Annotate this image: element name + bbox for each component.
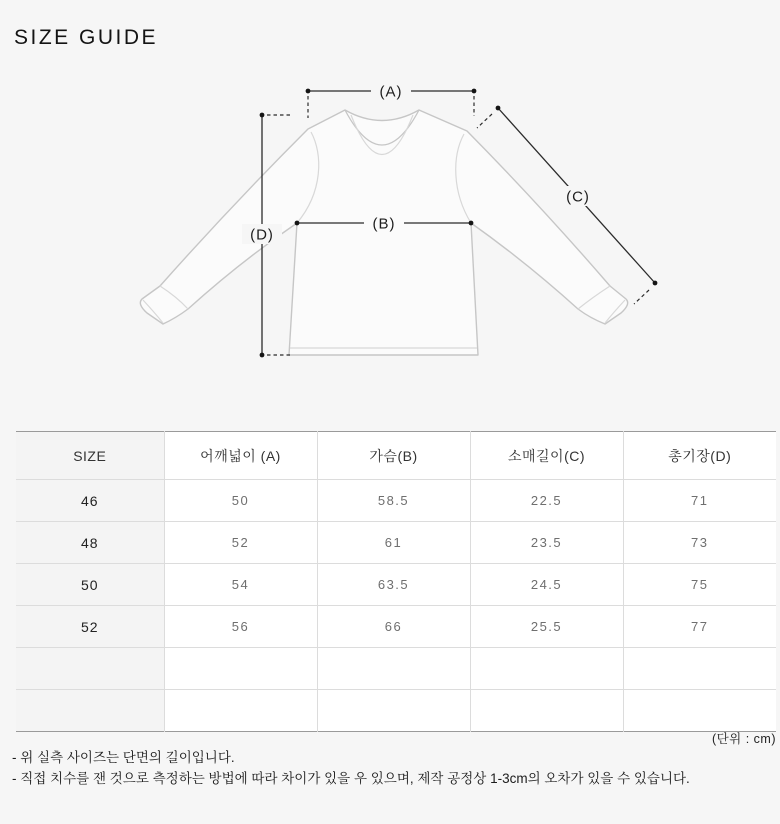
size-cell [16, 690, 164, 732]
size-cell [16, 648, 164, 690]
measure-d-length [242, 113, 290, 358]
measurement-cell: 24.5 [470, 564, 623, 606]
measurement-cell: 71 [623, 480, 776, 522]
measurement-cell: 56 [164, 606, 317, 648]
label-c: (C) [566, 188, 590, 206]
size-table [16, 431, 776, 732]
measurement-cell: 22.5 [470, 480, 623, 522]
label-a: (A) [379, 83, 403, 101]
label-b: (B) [372, 215, 396, 233]
measurement-cell [164, 648, 317, 690]
size-table-header-row [16, 432, 776, 480]
measurement-cell [623, 690, 776, 732]
table-row [16, 606, 776, 648]
measurement-cell: 52 [164, 522, 317, 564]
measurement-cell: 77 [623, 606, 776, 648]
size-cell: 46 [16, 480, 164, 522]
table-row [16, 648, 776, 690]
column-header: SIZE [16, 432, 164, 480]
table-row [16, 690, 776, 732]
measurement-cell: 23.5 [470, 522, 623, 564]
label-d: (D) [250, 226, 274, 244]
measurement-cell: 63.5 [317, 564, 470, 606]
column-header: 가슴(B) [317, 432, 470, 480]
note-line: - 직접 치수를 잰 것으로 측정하는 방법에 따라 차이가 있을 우 있으며, 제작 공정상 1-3cm의 오차가 있을 수 있습니다. [12, 771, 690, 786]
unit-note: (단위 : cm) [711, 732, 776, 746]
column-header: 소매길이(C) [470, 432, 623, 480]
measurement-cell [470, 648, 623, 690]
note-line: - 위 실측 사이즈는 단면의 길이입니다. [12, 750, 235, 765]
measurement-cell [164, 690, 317, 732]
measurement-cell: 61 [317, 522, 470, 564]
measurement-cell: 25.5 [470, 606, 623, 648]
size-table-container [16, 431, 776, 732]
footer-notes [12, 747, 690, 789]
measurement-cell [317, 690, 470, 732]
measurement-cell [623, 648, 776, 690]
measurement-cell: 75 [623, 564, 776, 606]
size-cell: 48 [16, 522, 164, 564]
measurement-cell: 66 [317, 606, 470, 648]
measurement-cell [317, 648, 470, 690]
column-header: 어깨넓이 (A) [164, 432, 317, 480]
measure-a-shoulder [306, 81, 477, 118]
measurement-cell: 58.5 [317, 480, 470, 522]
table-row [16, 522, 776, 564]
size-cell: 52 [16, 606, 164, 648]
column-header: 총기장(D) [623, 432, 776, 480]
size-cell: 50 [16, 564, 164, 606]
table-row [16, 564, 776, 606]
measurement-cell: 73 [623, 522, 776, 564]
measurement-cell: 50 [164, 480, 317, 522]
measurement-cell [470, 690, 623, 732]
measurement-cell: 54 [164, 564, 317, 606]
table-row [16, 480, 776, 522]
page-title: SIZE GUIDE [14, 26, 159, 49]
